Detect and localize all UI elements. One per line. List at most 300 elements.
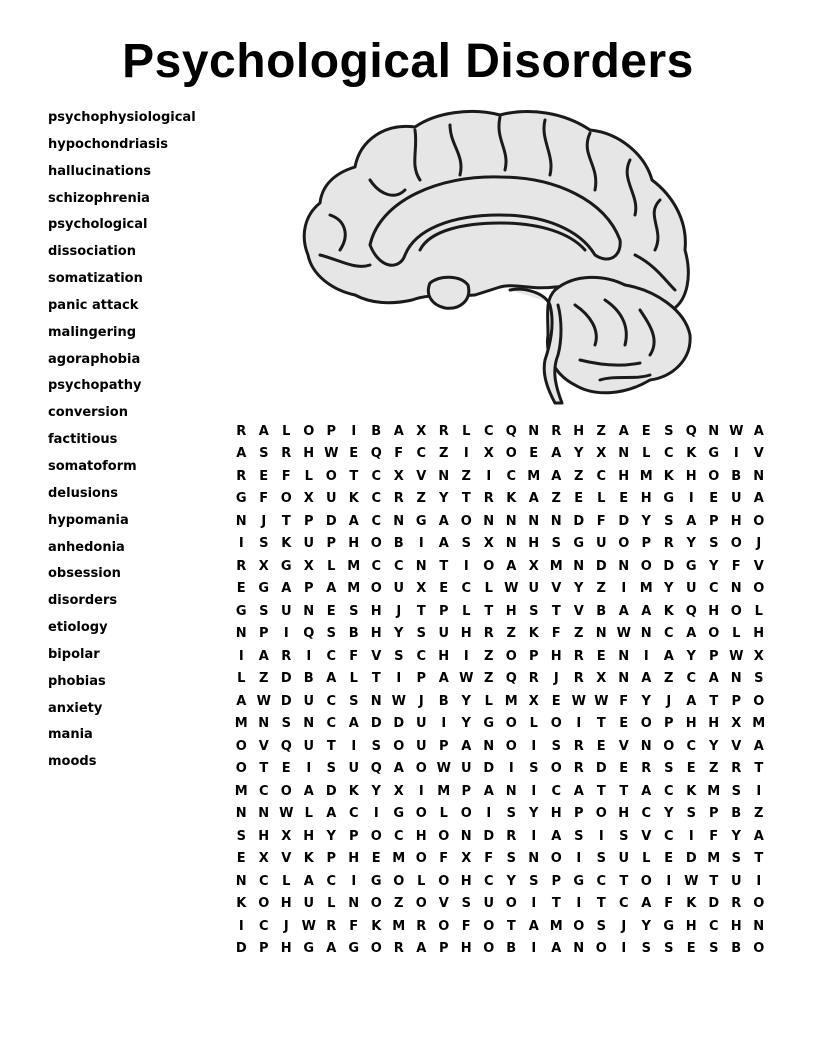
grid-letter: O bbox=[550, 851, 562, 867]
grid-letter: I bbox=[598, 828, 604, 844]
grid-letter: H bbox=[438, 648, 450, 664]
grid-letter: U bbox=[618, 851, 630, 867]
grid-letter: S bbox=[709, 941, 719, 957]
grid-letter: X bbox=[483, 446, 494, 462]
grid-letter: H bbox=[753, 626, 765, 642]
grid-letter: N bbox=[370, 693, 382, 709]
word-list-item: agoraphobia bbox=[48, 351, 141, 367]
grid-letter: K bbox=[506, 491, 517, 507]
grid-letter: R bbox=[483, 626, 494, 642]
grid-letter: W bbox=[279, 806, 294, 822]
grid-letter: O bbox=[303, 423, 315, 439]
grid-letter: A bbox=[461, 738, 472, 754]
grid-letter: G bbox=[280, 558, 292, 574]
grid-letter: S bbox=[259, 446, 269, 462]
grid-letter: L bbox=[417, 873, 426, 889]
grid-letter: A bbox=[438, 513, 449, 529]
grid-letter: Y bbox=[664, 806, 674, 822]
grid-letter: D bbox=[618, 513, 630, 529]
grid-letter: Y bbox=[506, 873, 516, 889]
grid-letter: C bbox=[258, 918, 269, 934]
grid-letter: C bbox=[258, 873, 269, 889]
grid-letter: O bbox=[505, 446, 517, 462]
grid-letter: N bbox=[393, 513, 405, 529]
grid-letter: X bbox=[528, 693, 539, 709]
grid-letter: M bbox=[549, 918, 563, 934]
grid-row bbox=[230, 848, 770, 871]
grid-letter: O bbox=[235, 761, 247, 777]
grid-letter: H bbox=[685, 468, 697, 484]
grid-letter: O bbox=[505, 896, 517, 912]
grid-letter: R bbox=[438, 423, 449, 439]
grid-letter: H bbox=[280, 896, 292, 912]
grid-row bbox=[230, 870, 770, 893]
grid-letter: I bbox=[531, 828, 537, 844]
grid-letter: X bbox=[303, 491, 314, 507]
grid-letter: X bbox=[258, 851, 269, 867]
grid-letter: Y bbox=[461, 716, 471, 732]
grid-letter: X bbox=[393, 468, 404, 484]
grid-letter: T bbox=[619, 873, 629, 889]
grid-letter: L bbox=[484, 693, 493, 709]
grid-letter: R bbox=[326, 918, 337, 934]
grid-letter: A bbox=[348, 716, 359, 732]
grid-letter: O bbox=[550, 716, 562, 732]
grid-letter: R bbox=[393, 491, 404, 507]
grid-letter: H bbox=[730, 513, 742, 529]
word-list bbox=[48, 109, 196, 780]
grid-letter: Y bbox=[641, 693, 651, 709]
grid-row bbox=[230, 533, 770, 556]
grid-letter: Z bbox=[596, 423, 606, 439]
grid-letter: O bbox=[325, 468, 337, 484]
grid-letter: R bbox=[573, 648, 584, 664]
grid-letter: S bbox=[686, 806, 696, 822]
grid-letter: C bbox=[483, 873, 494, 889]
grid-letter: N bbox=[483, 738, 495, 754]
grid-letter: G bbox=[685, 558, 697, 574]
grid-letter: Z bbox=[259, 671, 269, 687]
grid-letter: X bbox=[753, 648, 764, 664]
grid-letter: D bbox=[708, 896, 720, 912]
grid-letter: C bbox=[371, 513, 382, 529]
grid-letter: P bbox=[348, 828, 359, 844]
grid-letter: R bbox=[573, 761, 584, 777]
word-list-item: obsession bbox=[48, 566, 121, 582]
grid-letter: B bbox=[348, 626, 359, 642]
grid-letter: W bbox=[729, 423, 744, 439]
grid-letter: J bbox=[283, 918, 289, 934]
grid-letter: F bbox=[349, 648, 359, 664]
grid-letter: I bbox=[351, 738, 357, 754]
grid-letter: A bbox=[551, 446, 562, 462]
grid-letter: D bbox=[370, 716, 382, 732]
grid-letter: P bbox=[708, 648, 719, 664]
grid-letter: X bbox=[528, 558, 539, 574]
word-list-item: hallucinations bbox=[48, 163, 151, 179]
grid-letter: L bbox=[754, 603, 763, 619]
grid-letter: C bbox=[663, 446, 674, 462]
grid-letter: H bbox=[460, 873, 472, 889]
grid-letter: E bbox=[281, 761, 291, 777]
word-list-item: anxiety bbox=[48, 700, 103, 716]
grid-letter: I bbox=[351, 423, 357, 439]
grid-letter: S bbox=[349, 603, 359, 619]
grid-letter: L bbox=[327, 558, 336, 574]
grid-letter: T bbox=[484, 603, 494, 619]
grid-letter: I bbox=[531, 941, 537, 957]
grid-letter: U bbox=[460, 761, 472, 777]
grid-letter: W bbox=[436, 761, 451, 777]
grid-letter: S bbox=[506, 851, 516, 867]
grid-letter: E bbox=[439, 581, 449, 597]
grid-letter: W bbox=[301, 918, 316, 934]
grid-letter: A bbox=[618, 603, 629, 619]
grid-letter: Y bbox=[664, 581, 674, 597]
grid-row bbox=[230, 420, 770, 443]
grid-letter: C bbox=[371, 558, 382, 574]
grid-letter: P bbox=[326, 851, 337, 867]
grid-letter: T bbox=[754, 761, 764, 777]
grid-letter: D bbox=[325, 513, 337, 529]
grid-letter: W bbox=[684, 873, 699, 889]
grid-letter: Y bbox=[394, 626, 404, 642]
grid-letter: D bbox=[393, 716, 405, 732]
grid-letter: E bbox=[686, 941, 696, 957]
grid-letter: Q bbox=[505, 671, 517, 687]
grid-letter: W bbox=[594, 693, 609, 709]
grid-letter: V bbox=[371, 648, 382, 664]
grid-letter: U bbox=[348, 761, 360, 777]
grid-letter: L bbox=[597, 491, 606, 507]
grid-letter: N bbox=[730, 581, 742, 597]
grid-letter: W bbox=[504, 581, 519, 597]
grid-letter: G bbox=[573, 873, 585, 889]
grid-letter: N bbox=[258, 806, 270, 822]
grid-letter: Y bbox=[574, 446, 584, 462]
grid-letter: I bbox=[576, 851, 582, 867]
word-list-item: etiology bbox=[48, 620, 108, 636]
grid-letter: G bbox=[348, 941, 360, 957]
grid-letter: H bbox=[685, 716, 697, 732]
grid-letter: O bbox=[370, 941, 382, 957]
grid-letter: Y bbox=[641, 513, 651, 529]
grid-letter: Q bbox=[685, 423, 697, 439]
grid-letter: O bbox=[753, 896, 765, 912]
grid-letter: N bbox=[505, 783, 517, 799]
grid-letter: D bbox=[573, 513, 585, 529]
grid-letter: O bbox=[235, 738, 247, 754]
grid-letter: U bbox=[528, 581, 540, 597]
grid-letter: E bbox=[529, 446, 539, 462]
grid-letter: H bbox=[505, 603, 517, 619]
grid-letter: I bbox=[486, 806, 492, 822]
grid-letter: O bbox=[393, 873, 405, 889]
brain-icon bbox=[300, 105, 695, 405]
grid-letter: Z bbox=[754, 806, 764, 822]
grid-letter: V bbox=[551, 581, 562, 597]
grid-letter: F bbox=[551, 626, 561, 642]
grid-letter: C bbox=[483, 423, 494, 439]
grid-letter: O bbox=[438, 873, 450, 889]
grid-letter: O bbox=[753, 941, 765, 957]
grid-letter: S bbox=[754, 671, 764, 687]
grid-letter: H bbox=[708, 716, 720, 732]
word-list-item: dissociation bbox=[48, 244, 136, 260]
grid-letter: S bbox=[371, 738, 381, 754]
grid-letter: E bbox=[596, 738, 606, 754]
grid-letter: G bbox=[573, 536, 585, 552]
grid-letter: E bbox=[641, 423, 651, 439]
grid-letter: L bbox=[642, 851, 651, 867]
grid-letter: I bbox=[418, 536, 424, 552]
grid-letter: E bbox=[596, 648, 606, 664]
grid-letter: F bbox=[439, 851, 449, 867]
grid-letter: V bbox=[438, 896, 449, 912]
grid-letter: N bbox=[618, 446, 630, 462]
grid-letter: R bbox=[281, 648, 292, 664]
grid-letter: T bbox=[596, 783, 606, 799]
grid-letter: C bbox=[663, 828, 674, 844]
grid-letter: A bbox=[753, 423, 764, 439]
grid-letter: Q bbox=[370, 446, 382, 462]
grid-letter: H bbox=[730, 918, 742, 934]
grid-letter: V bbox=[281, 851, 292, 867]
grid-letter: W bbox=[391, 693, 406, 709]
grid-letter: Q bbox=[505, 423, 517, 439]
grid-letter: N bbox=[573, 941, 585, 957]
grid-letter: Z bbox=[394, 896, 404, 912]
grid-letter: T bbox=[326, 738, 336, 754]
grid-letter: M bbox=[234, 783, 248, 799]
grid-letter: E bbox=[686, 761, 696, 777]
grid-letter: A bbox=[438, 671, 449, 687]
grid-letter: C bbox=[663, 783, 674, 799]
grid-letter: B bbox=[596, 603, 607, 619]
grid-letter: N bbox=[303, 603, 315, 619]
grid-letter: Y bbox=[731, 828, 741, 844]
grid-letter: O bbox=[258, 896, 270, 912]
word-list-item: disorders bbox=[48, 593, 118, 609]
grid-letter: Q bbox=[280, 738, 292, 754]
grid-letter: Z bbox=[551, 491, 561, 507]
grid-row bbox=[230, 780, 770, 803]
grid-letter: E bbox=[259, 468, 269, 484]
grid-letter: K bbox=[663, 468, 674, 484]
grid-letter: C bbox=[416, 446, 427, 462]
word-list-item: somatoform bbox=[48, 458, 137, 474]
grid-letter: X bbox=[596, 671, 607, 687]
grid-letter: U bbox=[483, 896, 495, 912]
grid-letter: H bbox=[370, 626, 382, 642]
grid-letter: T bbox=[461, 491, 471, 507]
grid-letter: S bbox=[664, 423, 674, 439]
grid-letter: Y bbox=[574, 581, 584, 597]
grid-letter: M bbox=[527, 468, 541, 484]
grid-letter: D bbox=[595, 761, 607, 777]
grid-letter: H bbox=[528, 536, 540, 552]
grid-letter: M bbox=[347, 558, 361, 574]
grid-letter: I bbox=[238, 918, 244, 934]
grid-letter: C bbox=[371, 491, 382, 507]
grid-letter: O bbox=[483, 941, 495, 957]
grid-letter: G bbox=[303, 941, 315, 957]
grid-letter: E bbox=[619, 716, 629, 732]
grid-letter: V bbox=[753, 558, 764, 574]
grid-letter: P bbox=[551, 873, 562, 889]
grid-letter: N bbox=[550, 513, 562, 529]
grid-row bbox=[230, 645, 770, 668]
grid-letter: O bbox=[483, 558, 495, 574]
grid-letter: M bbox=[707, 851, 721, 867]
grid-letter: H bbox=[708, 603, 720, 619]
grid-letter: Y bbox=[641, 918, 651, 934]
grid-letter: A bbox=[686, 693, 697, 709]
grid-letter: Y bbox=[326, 828, 336, 844]
word-list-item: delusions bbox=[48, 485, 118, 501]
grid-row bbox=[230, 510, 770, 533]
grid-letter: C bbox=[326, 648, 337, 664]
grid-letter: G bbox=[483, 716, 495, 732]
grid-letter: C bbox=[708, 918, 719, 934]
grid-letter: N bbox=[258, 716, 270, 732]
grid-letter: U bbox=[303, 896, 315, 912]
grid-letter: N bbox=[753, 918, 765, 934]
grid-letter: A bbox=[551, 828, 562, 844]
grid-letter: E bbox=[709, 491, 719, 507]
grid-letter: L bbox=[349, 671, 358, 687]
grid-letter: J bbox=[261, 513, 267, 529]
grid-letter: A bbox=[753, 738, 764, 754]
grid-letter: O bbox=[483, 918, 495, 934]
grid-letter: A bbox=[348, 513, 359, 529]
grid-letter: T bbox=[259, 761, 269, 777]
grid-letter: C bbox=[551, 783, 562, 799]
grid-letter: O bbox=[415, 806, 427, 822]
grid-letter: N bbox=[483, 513, 495, 529]
grid-letter: I bbox=[373, 806, 379, 822]
grid-letter: N bbox=[235, 513, 247, 529]
grid-letter: C bbox=[348, 806, 359, 822]
grid-letter: H bbox=[280, 941, 292, 957]
grid-letter: D bbox=[280, 671, 292, 687]
grid-letter: S bbox=[529, 873, 539, 889]
grid-letter: I bbox=[238, 536, 244, 552]
grid-letter: A bbox=[753, 828, 764, 844]
grid-letter: B bbox=[731, 806, 742, 822]
grid-letter: K bbox=[303, 851, 314, 867]
grid-letter: K bbox=[348, 783, 359, 799]
grid-letter: H bbox=[550, 806, 562, 822]
grid-letter: S bbox=[709, 536, 719, 552]
grid-letter: N bbox=[235, 626, 247, 642]
grid-letter: T bbox=[349, 468, 359, 484]
grid-letter: U bbox=[730, 873, 742, 889]
grid-letter: O bbox=[753, 581, 765, 597]
grid-letter: B bbox=[438, 693, 449, 709]
grid-letter: H bbox=[685, 918, 697, 934]
grid-letter: H bbox=[348, 536, 360, 552]
word-list-item: panic attack bbox=[48, 297, 139, 313]
grid-letter: U bbox=[303, 536, 315, 552]
grid-letter: G bbox=[663, 491, 675, 507]
grid-letter: C bbox=[258, 783, 269, 799]
grid-letter: O bbox=[415, 761, 427, 777]
grid-letter: Y bbox=[686, 536, 696, 552]
grid-letter: L bbox=[484, 581, 493, 597]
grid-letter: S bbox=[641, 941, 651, 957]
grid-letter: M bbox=[707, 783, 721, 799]
grid-letter: A bbox=[753, 491, 764, 507]
grid-letter: F bbox=[596, 513, 606, 529]
grid-letter: H bbox=[550, 648, 562, 664]
grid-letter: K bbox=[686, 446, 697, 462]
grid-letter: O bbox=[370, 896, 382, 912]
grid-letter: I bbox=[643, 648, 649, 664]
grid-row bbox=[230, 600, 770, 623]
grid-letter: P bbox=[258, 941, 269, 957]
grid-letter: N bbox=[618, 648, 630, 664]
grid-letter: S bbox=[731, 783, 741, 799]
grid-letter: R bbox=[281, 446, 292, 462]
grid-letter: L bbox=[642, 446, 651, 462]
grid-letter: J bbox=[756, 536, 762, 552]
grid-letter: C bbox=[506, 468, 517, 484]
grid-letter: X bbox=[303, 558, 314, 574]
grid-letter: O bbox=[595, 941, 607, 957]
grid-letter: I bbox=[531, 783, 537, 799]
grid-letter: N bbox=[528, 423, 540, 439]
word-list-item: hypochondriasis bbox=[48, 136, 168, 152]
grid-letter: H bbox=[460, 626, 472, 642]
grid-letter: I bbox=[441, 716, 447, 732]
grid-letter: P bbox=[416, 671, 427, 687]
grid-letter: I bbox=[238, 648, 244, 664]
grid-row bbox=[230, 825, 770, 848]
grid-letter: Z bbox=[416, 491, 426, 507]
grid-letter: K bbox=[281, 536, 292, 552]
grid-letter: F bbox=[461, 918, 471, 934]
grid-letter: P bbox=[326, 423, 337, 439]
grid-letter: V bbox=[416, 468, 427, 484]
grid-row bbox=[230, 803, 770, 826]
grid-letter: C bbox=[686, 671, 697, 687]
grid-letter: A bbox=[303, 873, 314, 889]
grid-letter: Z bbox=[439, 446, 449, 462]
grid-letter: Y bbox=[371, 783, 381, 799]
grid-letter: F bbox=[619, 693, 629, 709]
grid-letter: N bbox=[460, 828, 472, 844]
grid-letter: I bbox=[531, 896, 537, 912]
grid-letter: X bbox=[416, 423, 427, 439]
grid-letter: A bbox=[326, 941, 337, 957]
grid-letter: M bbox=[234, 716, 248, 732]
grid-letter: N bbox=[505, 536, 517, 552]
grid-letter: Z bbox=[664, 671, 674, 687]
grid-letter: N bbox=[348, 896, 360, 912]
grid-letter: A bbox=[258, 648, 269, 664]
grid-letter: I bbox=[463, 446, 469, 462]
grid-letter: I bbox=[688, 828, 694, 844]
grid-letter: O bbox=[415, 896, 427, 912]
grid-letter: N bbox=[595, 626, 607, 642]
word-list-item: psychopathy bbox=[48, 378, 142, 394]
grid-letter: S bbox=[731, 851, 741, 867]
grid-letter: I bbox=[756, 873, 762, 889]
grid-letter: P bbox=[663, 716, 674, 732]
grid-letter: G bbox=[235, 491, 247, 507]
grid-letter: D bbox=[325, 783, 337, 799]
